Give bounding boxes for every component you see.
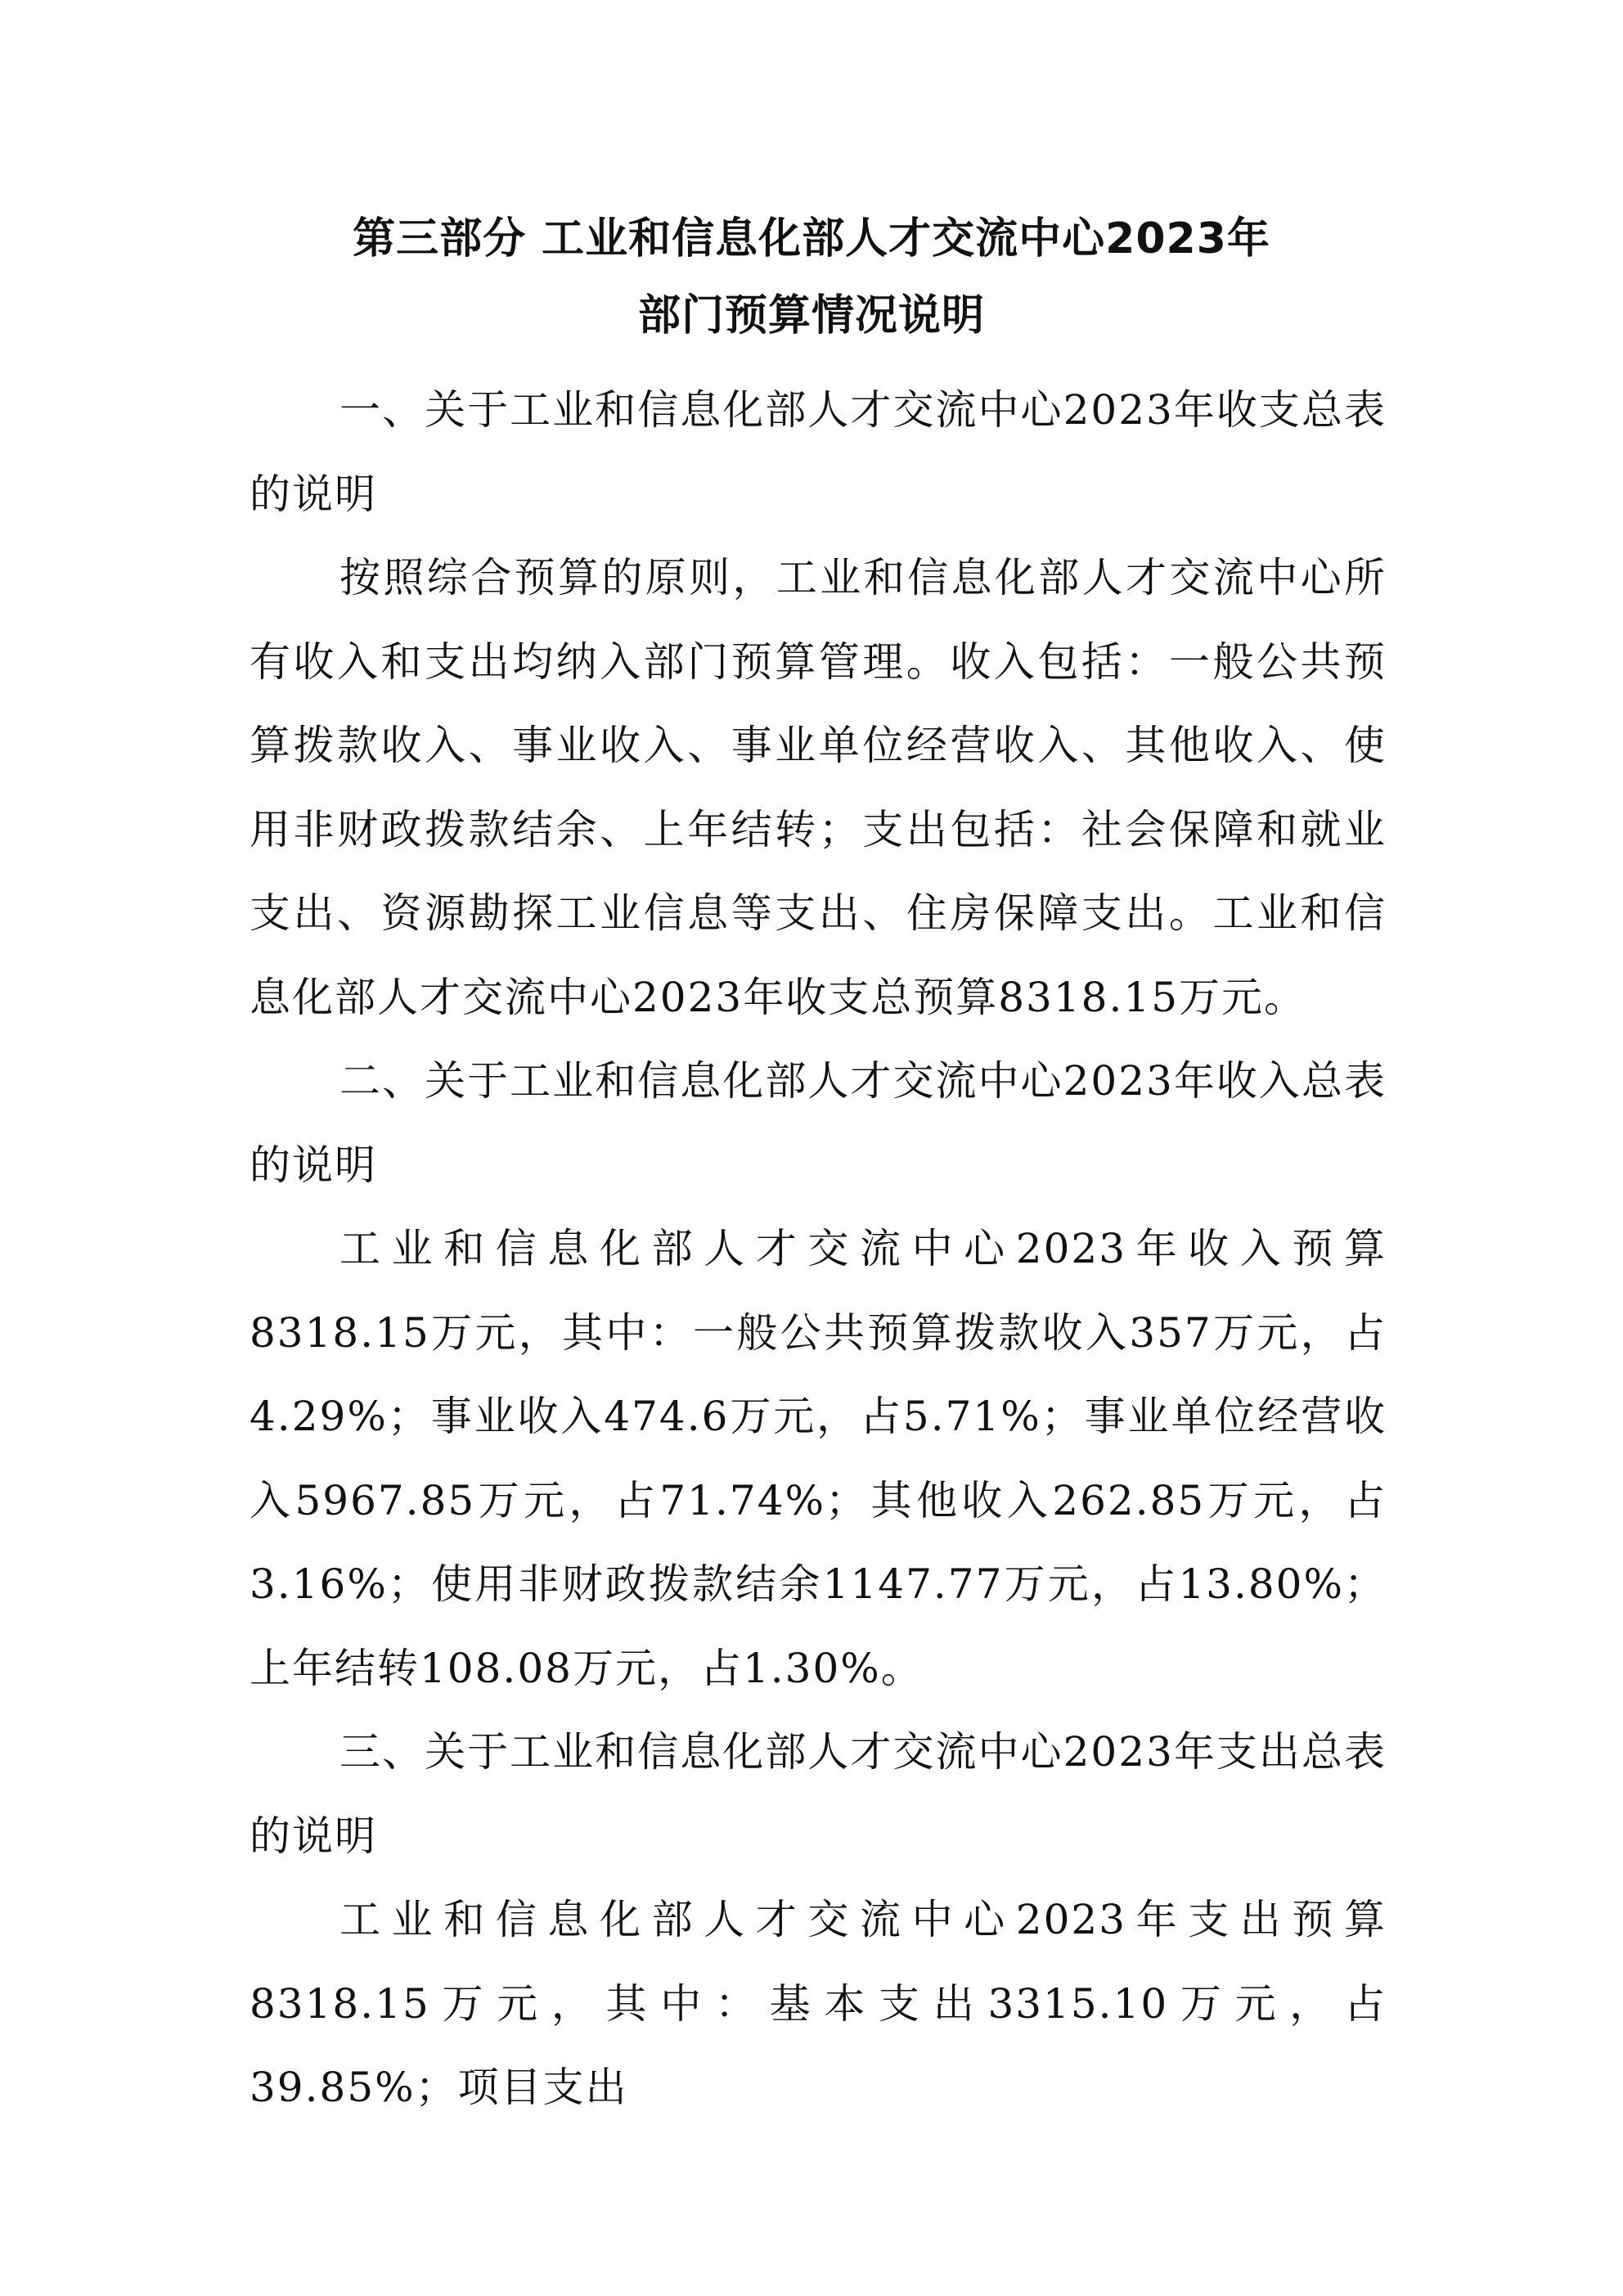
section-2-paragraph: 工业和信息化部人才交流中心2023年收入预算8318.15万元，其中：一般公共预算拨款收入357万元，占4.29%；事业收入474.6万元，占5.71%；事业单位经营收入5967.85万元，占71.74%；其他收入262.85万元，占3.16%；使用非财政拨款结余1147.77万元，占13.80%；上年结转108.08万元，占1.30%。 [250, 1225, 1387, 1692]
section-2-heading: 二、关于工业和信息化部人才交流中心2023年收入总表的说明 [250, 1057, 1387, 1189]
document-title-line-2: 部门预算情况说明 [637, 291, 985, 340]
section-3-paragraph: 工业和信息化部人才交流中心2023年支出预算8318.15万元，其中：基本支出3315.10万元，占39.85%；项目支出 [250, 1896, 1387, 2111]
section-1-heading: 一、关于工业和信息化部人才交流中心2023年收支总表的说明 [250, 386, 1387, 518]
section-3-heading: 三、关于工业和信息化部人才交流中心2023年支出总表的说明 [250, 1728, 1387, 1860]
document-title-line-1: 第三部分 工业和信息化部人才交流中心2023年 [353, 214, 1270, 263]
section-1-paragraph: 按照综合预算的原则，工业和信息化部人才交流中心所有收入和支出均纳入部门预算管理。收入包括：一般公共预算拨款收入、事业收入、事业单位经营收入、其他收入、使用非财政拨款结余、上年结转；支出包括：社会保障和就业支出、资源勘探工业信息等支出、住房保障支出。工业和信息化部人才交流中心2023年收支总预算8318.15万元。 [250, 554, 1387, 1021]
document-body [250, 368, 1387, 2130]
